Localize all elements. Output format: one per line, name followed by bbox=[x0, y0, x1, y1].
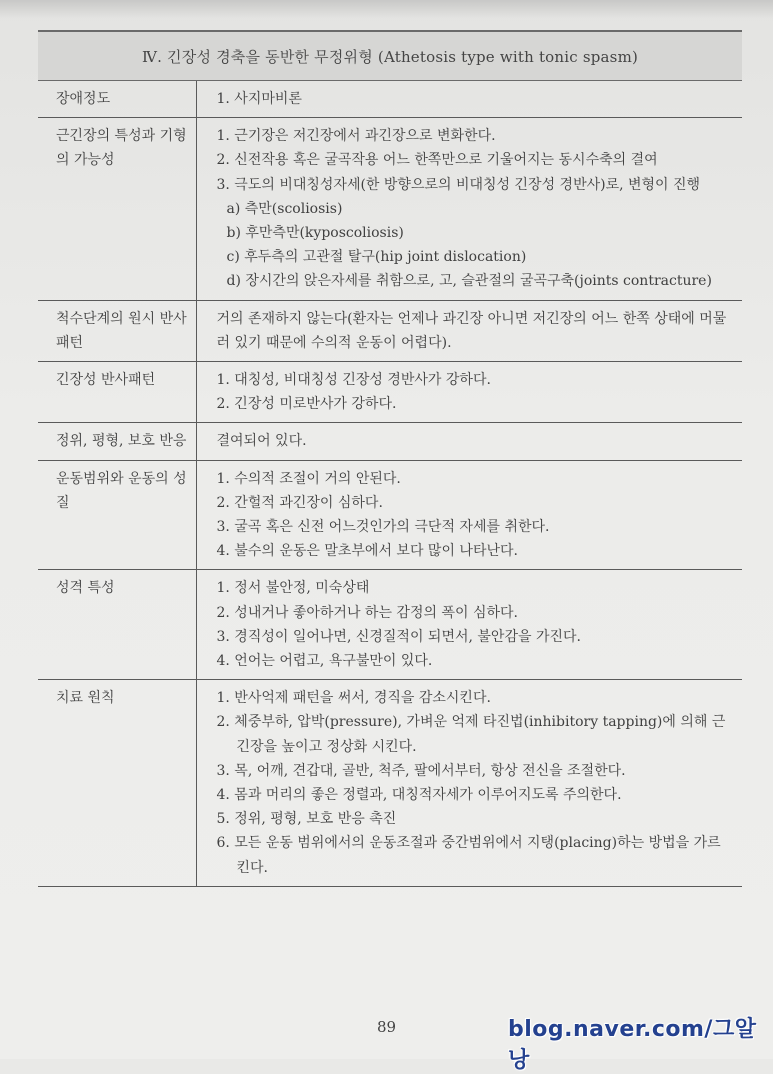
row-label: 운동범위와 운동의 성질 bbox=[38, 460, 196, 570]
sub-list-item: c) 후두측의 고관절 탈구(hip joint dislocation) bbox=[226, 249, 527, 266]
table-row bbox=[38, 570, 742, 680]
row-content bbox=[196, 81, 742, 118]
list-item: 1. 사지마비론 bbox=[216, 91, 302, 107]
sub-list-item: a) 측만(scoliosis) bbox=[226, 200, 343, 217]
row-content bbox=[196, 423, 742, 460]
table-row bbox=[38, 362, 742, 423]
row-label: 근긴장의 특성과 기형의 가능성 bbox=[38, 118, 196, 300]
row-content bbox=[196, 300, 742, 361]
table-row bbox=[38, 300, 742, 361]
list-item: 3. 경직성이 일어나면, 신경질적이 되면서, 불안감을 가진다. bbox=[216, 628, 581, 645]
row-content bbox=[196, 460, 742, 570]
blog-watermark: blog.naver.com/그알낭 bbox=[508, 1017, 757, 1073]
row-content bbox=[196, 570, 742, 680]
list-item: 4. 불수의 운동은 말초부에서 보다 많이 나타난다. bbox=[216, 543, 518, 560]
list-item: 3. 목, 어깨, 견갑대, 골반, 척주, 팔에서부터, 항상 전신을 조절한다. bbox=[216, 762, 626, 779]
table-row bbox=[38, 680, 742, 887]
list-item: 1. 정서 불안정, 미숙상태 bbox=[216, 580, 370, 597]
list-item: 2. 긴장성 미로반사가 강하다. bbox=[216, 396, 397, 413]
table-title: Ⅳ. 긴장성 경축을 동반한 무정위형 (Athetosis type with tonic spasm) bbox=[38, 31, 742, 81]
list-item: 2. 간헐적 과긴장이 심하다. bbox=[216, 494, 383, 511]
page-top-shadow bbox=[0, 0, 773, 18]
list-item: 3. 극도의 비대칭성자세(한 방향으로의 비대칭성 긴장성 경반사)로, 변형이 진행 bbox=[216, 176, 701, 193]
table-row bbox=[38, 460, 742, 570]
list-item: 4. 언어는 어렵고, 욕구불만이 있다. bbox=[216, 653, 433, 670]
list-item: 1. 근기장은 저긴장에서 과긴장으로 변화한다. bbox=[216, 128, 496, 145]
row-content bbox=[196, 680, 742, 887]
list-item: 2. 체중부하, 압박(pressure), 가벼운 억제 타진법(inhibitory tapping)에 의해 근긴장을 높이고 정상화 시킨다. bbox=[216, 714, 726, 755]
athetosis-table bbox=[38, 30, 742, 887]
table-row bbox=[38, 81, 742, 118]
row-text: 결여되어 있다. bbox=[216, 433, 307, 450]
row-label: 정위, 평형, 보호 반응 bbox=[38, 423, 196, 460]
list-item: 3. 굴곡 혹은 신전 어느것인가의 극단적 자세를 취한다. bbox=[216, 519, 550, 536]
table-row bbox=[38, 423, 742, 460]
row-label: 성격 특성 bbox=[38, 570, 196, 680]
list-item: 1. 반사억제 패턴을 써서, 경직을 감소시킨다. bbox=[216, 690, 491, 707]
row-content bbox=[196, 362, 742, 423]
row-label: 긴장성 반사패턴 bbox=[38, 362, 196, 423]
list-item: 4. 몸과 머리의 좋은 정렬과, 대칭적자세가 이루어지도록 주의한다. bbox=[216, 787, 622, 804]
page-number: 89 bbox=[376, 1018, 397, 1036]
list-item: 6. 모든 운동 범위에서의 운동조절과 중간범위에서 지탱(placing)하는 방법을 가르킨다. bbox=[216, 835, 721, 876]
row-text: 거의 존재하지 않는다(환자는 언제나 과긴장 아니면 저긴장의 어느 한쪽 상태에 머물러 있기 때문에 수의적 운동이 어렵다). bbox=[216, 310, 727, 351]
list-item: 1. 수의적 조절이 거의 안된다. bbox=[216, 470, 401, 487]
list-item: 5. 정위, 평형, 보호 반응 촉진 bbox=[216, 811, 397, 828]
row-label: 장애정도 bbox=[38, 81, 196, 118]
row-label: 치료 원칙 bbox=[38, 680, 196, 887]
list-item: 2. 성내거나 좋아하거나 하는 감정의 폭이 심하다. bbox=[216, 604, 518, 621]
sub-list-item: d) 장시간의 앉은자세를 취함으로, 고, 슬관절의 굴곡구축(joints contracture) bbox=[226, 273, 712, 290]
list-item: 2. 신전작용 혹은 굴곡작용 어느 한쪽만으로 기울어지는 동시수축의 결여 bbox=[216, 152, 658, 169]
list-item: 1. 대칭성, 비대칭성 긴장성 경반사가 강하다. bbox=[216, 372, 491, 389]
table-row bbox=[38, 118, 742, 300]
sub-list-item: b) 후만측만(kyposcoliosis) bbox=[226, 225, 404, 242]
row-content bbox=[196, 118, 742, 300]
row-label: 척수단계의 원시 반사패턴 bbox=[38, 300, 196, 361]
